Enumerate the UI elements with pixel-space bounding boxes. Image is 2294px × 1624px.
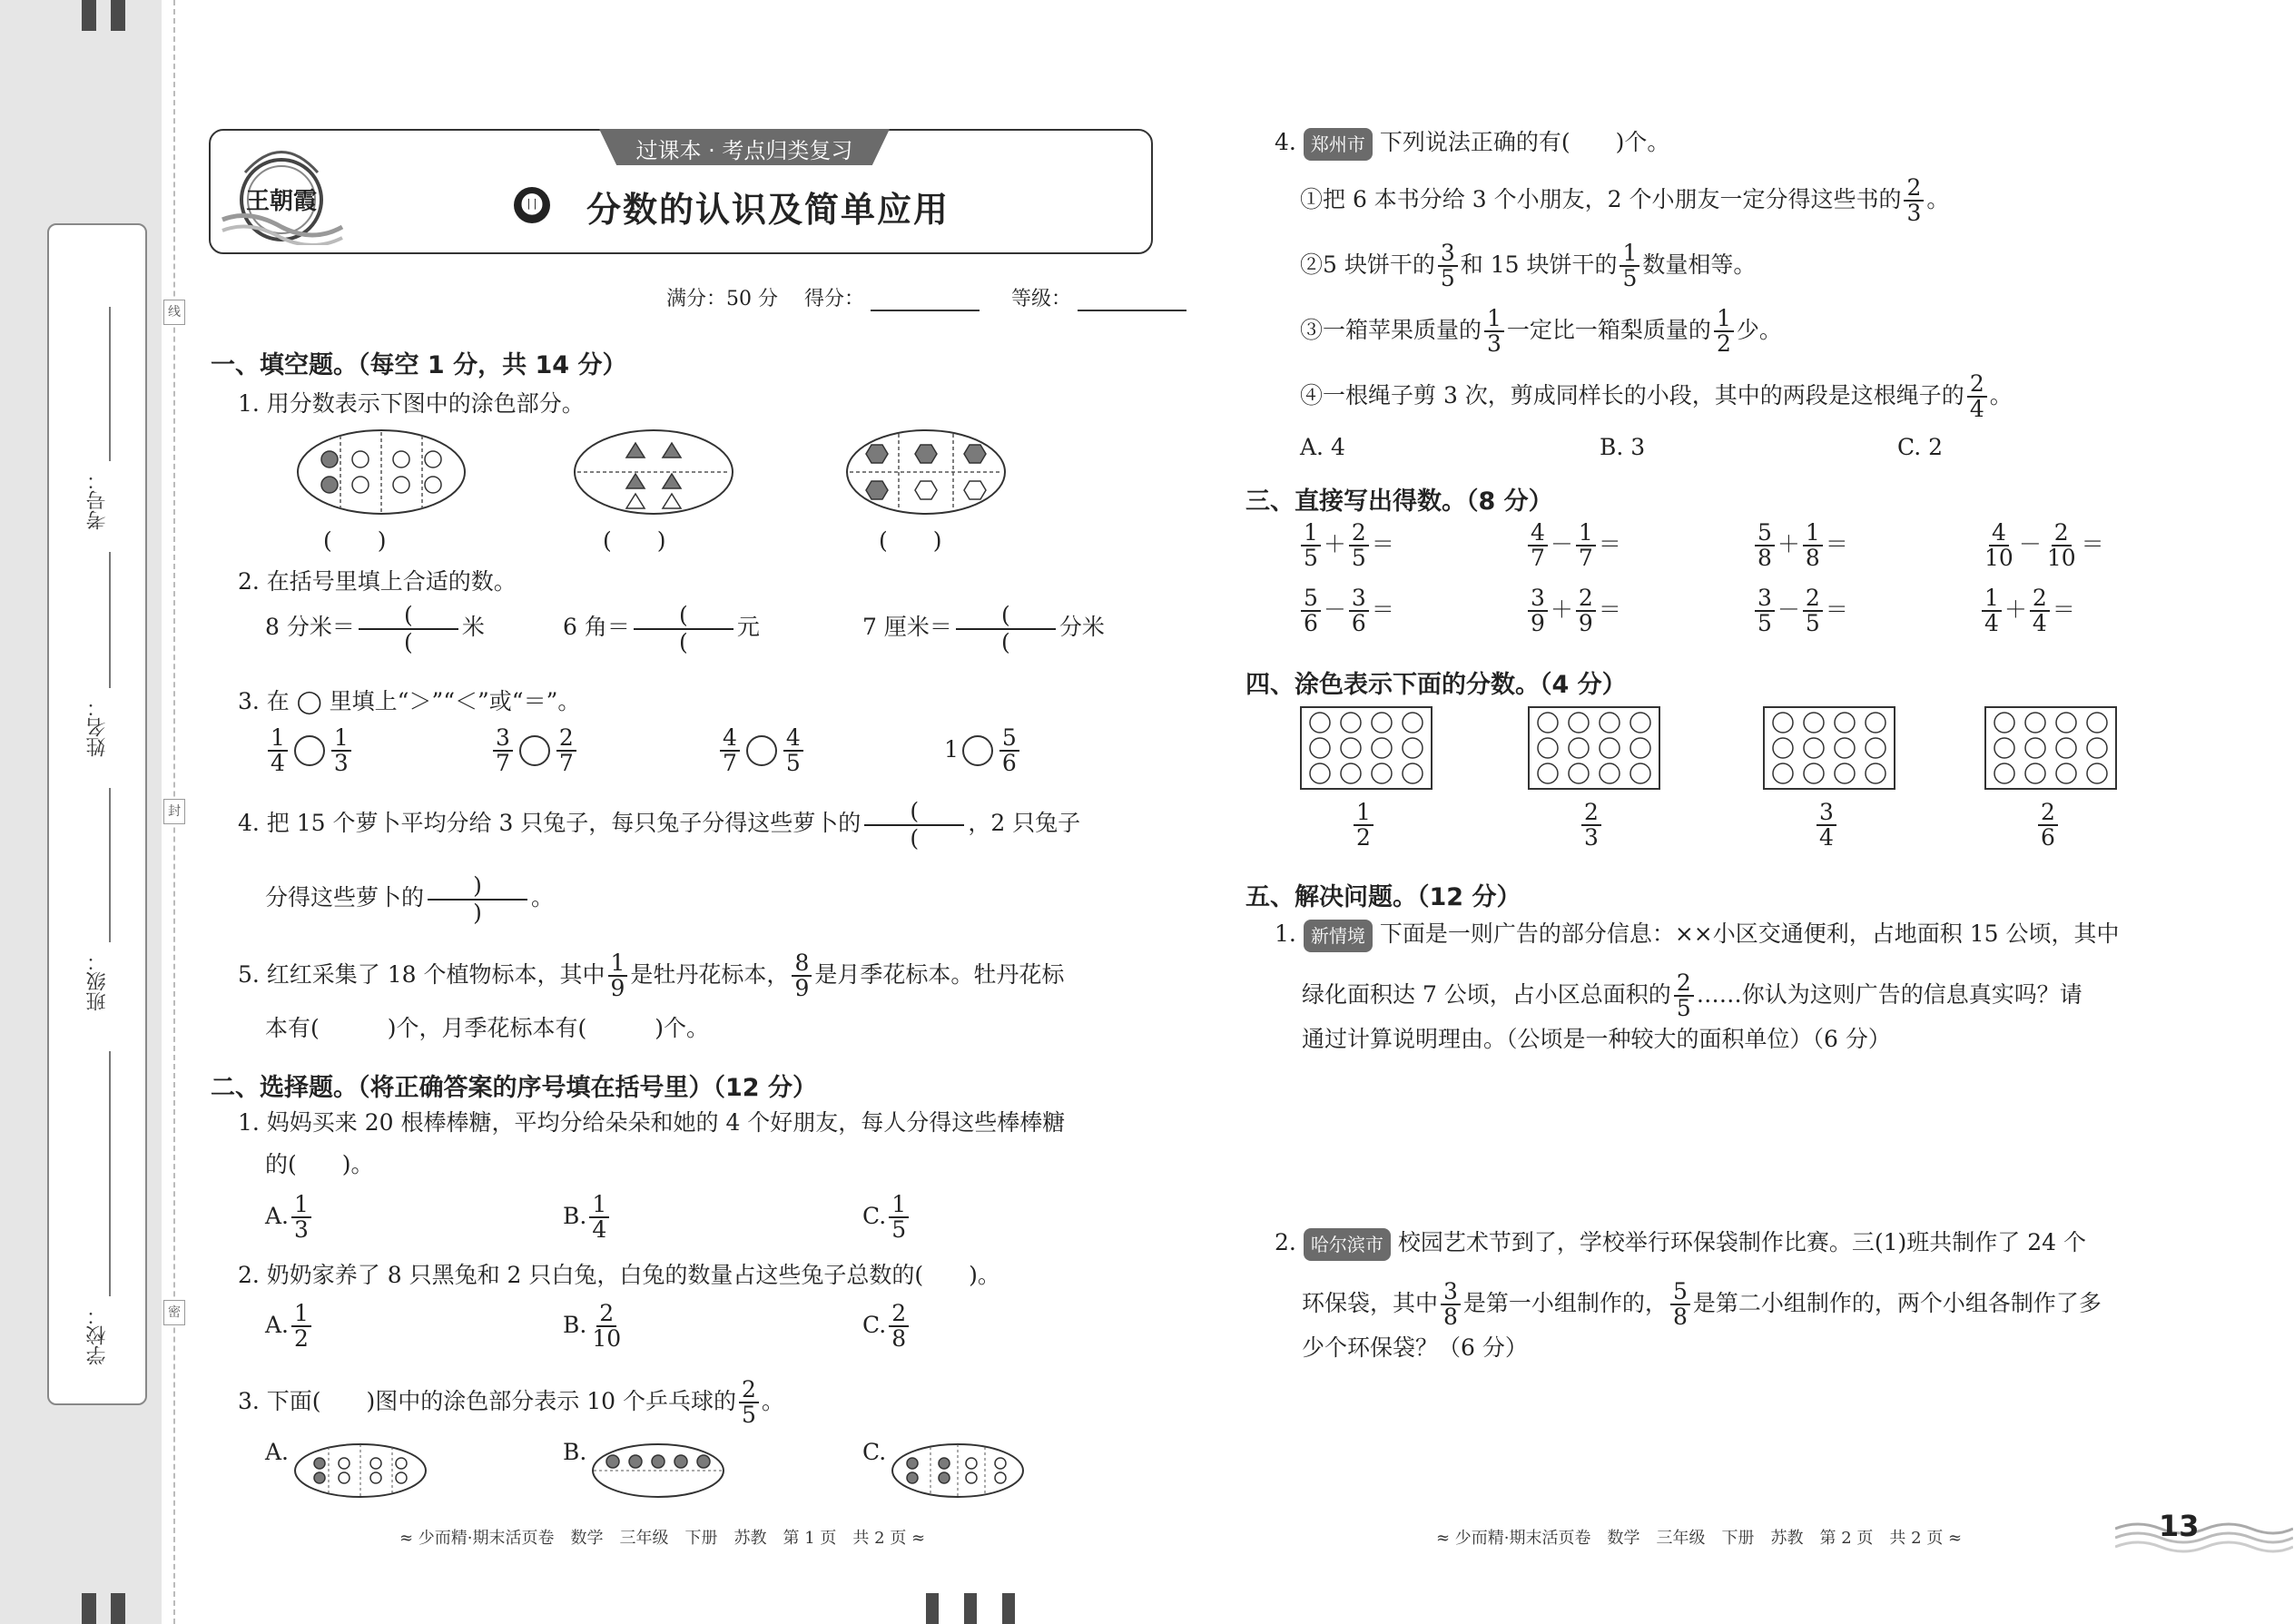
coloring-circle[interactable] [1835, 738, 1855, 758]
statement: ③一箱苹果质量的 $\frac{1}{3}$ 一定比一箱梨质量的 $\frac{1}{2}$ 少。 [1300, 305, 1782, 358]
choice-option[interactable]: B. $\frac{2}{10}$ [563, 1300, 622, 1353]
coloring-circle[interactable] [1804, 738, 1824, 758]
school-label: 学校： [86, 1305, 109, 1365]
question-text: 环保袋，其中 $\frac{3}{8}$ 是第一小组制作的， $\frac{5}{8}$ 是第二小组制作的，两个小组各制作了多 [1302, 1278, 2102, 1331]
target-fraction: $\frac{3}{4}$ [1814, 801, 1839, 851]
flower-figure [295, 427, 468, 517]
chapter-number: ⓫ [514, 187, 550, 223]
unit-conversion [862, 603, 1105, 655]
calc-item[interactable]: $\frac{5}{6}$ － $\frac{3}{6}$ ＝ [1298, 586, 1394, 636]
compare-pair: $\frac{1}{4}$ $\frac{1}{3}$ [265, 726, 354, 776]
question-text: 本有( )个，月季花标本有( )个。 [265, 1015, 710, 1041]
answer-area[interactable] [1302, 1376, 2191, 1494]
coloring-circle[interactable] [2056, 763, 2076, 783]
compare-pair: 1 $\frac{5}{6}$ [944, 726, 1022, 776]
coloring-circle[interactable] [1538, 713, 1558, 733]
coloring-circle[interactable] [1538, 738, 1558, 758]
cut-mark: 密 [163, 1300, 185, 1325]
question-text: 2. 哈尔滨市 校园艺术节到了，学校举行环保袋制作比赛。三(1)班共制作了 24 个 [1275, 1227, 2086, 1261]
answer-blank[interactable]: ( ) [603, 527, 666, 554]
coloring-box[interactable] [1528, 706, 1660, 790]
question-text: 分得这些萝卜的 ) ) 。 [265, 872, 555, 926]
exam-no-label: 考号： [86, 470, 109, 530]
coloring-circle[interactable] [1600, 713, 1620, 733]
coloring-circle[interactable] [2087, 713, 2107, 733]
name-field[interactable] [109, 552, 111, 688]
answer-blank[interactable]: ( ) [323, 527, 387, 554]
class-label: 班级： [86, 951, 109, 1011]
compare-circle[interactable] [746, 735, 777, 766]
coloring-circle[interactable] [1341, 738, 1361, 758]
question-text: 5. 红红采集了 18 个植物标本，其中 $\frac{1}{9}$ 是牡丹花标本， $\frac{8}{9}$ 是月季花标本。牡丹花标 [238, 950, 1065, 1002]
binding-tick [1002, 1593, 1015, 1624]
coloring-circle[interactable] [1804, 763, 1824, 783]
coloring-circle[interactable] [1835, 713, 1855, 733]
question-text: 3. 下面( )图中的涂色部分表示 10 个乒乓球的 $\frac{2}{5}$ 。 [238, 1376, 784, 1429]
coloring-circle[interactable] [1866, 738, 1885, 758]
statement: ②5 块饼干的 $\frac{3}{5}$ 和 15 块饼干的 $\frac{1}{5}$ 数量相等。 [1300, 240, 1757, 292]
statement: ④一根绳子剪 3 次，剪成同样长的小段，其中的两段是这根绳子的 $\frac{2}{4}$ 。 [1300, 370, 2013, 423]
calc-item[interactable]: $\frac{3}{9}$ ＋ $\frac{2}{9}$ ＝ [1525, 586, 1621, 636]
binding-tick [964, 1593, 977, 1624]
question-text: 的( )。 [265, 1151, 374, 1177]
cut-mark: 封 [163, 799, 185, 824]
pingpong-figure-c[interactable] [890, 1442, 1026, 1500]
question-text: 2. 奶奶家养了 8 只黑兔和 2 只白兔，白兔的数量占这些兔子总数的( )。 [238, 1262, 1000, 1288]
coloring-circle[interactable] [1372, 713, 1392, 733]
publisher-logo [218, 136, 345, 245]
calc-item[interactable]: $\frac{1}{5}$ ＋ $\frac{2}{5}$ ＝ [1298, 521, 1394, 571]
coloring-circle[interactable] [1994, 738, 2014, 758]
calc-item[interactable]: $\frac{3}{5}$ － $\frac{2}{5}$ ＝ [1752, 586, 1848, 636]
score-line [666, 283, 1186, 311]
school-field[interactable] [109, 1051, 111, 1296]
binding-tick [82, 1593, 96, 1624]
answer-fraction[interactable]: ) ) [428, 873, 527, 925]
coloring-circle[interactable] [1403, 763, 1423, 783]
compare-circle[interactable] [294, 735, 325, 766]
unit-conversion [265, 603, 485, 655]
name-label: 姓名： [86, 697, 109, 757]
calc-item[interactable]: $\frac{1}{4}$ ＋ $\frac{2}{4}$ ＝ [1979, 586, 2075, 636]
coloring-circle[interactable] [1341, 763, 1361, 783]
coloring-circle[interactable] [1569, 738, 1589, 758]
region-badge: 哈尔滨市 [1304, 1228, 1391, 1261]
answer-fraction[interactable]: ( ( [634, 603, 733, 655]
coloring-circle[interactable] [1600, 738, 1620, 758]
score-field[interactable] [871, 286, 980, 311]
region-badge: 郑州市 [1304, 128, 1373, 161]
question-text: 通过计算说明理由。（公顷是一种较大的面积单位）（6 分） [1302, 1026, 1891, 1052]
coloring-circle[interactable] [1372, 738, 1392, 758]
target-fraction: $\frac{2}{3}$ [1579, 801, 1604, 851]
calc-item[interactable]: $\frac{5}{8}$ ＋ $\frac{1}{8}$ ＝ [1752, 521, 1848, 571]
hexagon-figure [844, 427, 1008, 517]
coloring-circle[interactable] [1310, 713, 1330, 733]
coloring-circle[interactable] [1804, 713, 1824, 733]
section-title: 一、填空题。（每空 1 分，共 14 分） [211, 351, 627, 379]
question-text: 绿化面积达 7 公顷，占小区总面积的 $\frac{2}{5}$ ……你认为这则广告的信息真实吗？请 [1302, 969, 2082, 1022]
coloring-box[interactable] [1984, 706, 2117, 790]
coloring-circle[interactable] [2025, 713, 2045, 733]
choice-option[interactable]: A. $\frac{1}{2}$ [265, 1302, 314, 1352]
statement: ①把 6 本书分给 3 个小朋友，2 个小朋友一定分得这些书的 $\frac{2}{3}$ 。 [1300, 174, 1950, 227]
conversion-unit: 米 [461, 614, 485, 640]
calc-item[interactable]: $\frac{4}{7}$ － $\frac{1}{7}$ ＝ [1525, 521, 1621, 571]
context-badge: 新情境 [1304, 920, 1373, 952]
score-label: 得分： [804, 288, 865, 310]
pingpong-figure-a[interactable] [292, 1442, 428, 1500]
choice-option[interactable]: C. 2 [1897, 434, 1944, 460]
coloring-circle[interactable] [1310, 738, 1330, 758]
student-info-frame [47, 223, 147, 1405]
full-score: 满分：50 分 [666, 288, 778, 310]
coloring-circle[interactable] [2056, 713, 2076, 733]
coloring-circle[interactable] [2025, 738, 2045, 758]
page-wave-decoration [2115, 1511, 2293, 1556]
question-text: 1. 妈妈买来 20 根棒棒糖，平均分给朵朵和她的 4 个好朋友，每人分得这些棒棒糖 [238, 1109, 1066, 1136]
choice-option[interactable]: B. $\frac{1}{4}$ [563, 1193, 612, 1243]
grade-field[interactable] [1078, 286, 1186, 311]
target-fraction: $\frac{1}{2}$ [1351, 801, 1376, 851]
question-text: 2. 在括号里填上合适的数。 [238, 568, 517, 595]
choice-option[interactable]: C. [862, 1439, 887, 1465]
choice-option[interactable]: A. [265, 1439, 290, 1465]
coloring-circle[interactable] [1341, 713, 1361, 733]
footer-right: ≈ 少而精·期末活页卷 数学 三年级 下册 苏教 第 2 页 共 2 页 ≈ [1436, 1529, 1963, 1548]
answer-fraction[interactable]: ( ( [956, 603, 1056, 655]
section-title: 五、解决问题。（12 分） [1245, 883, 1521, 911]
unit-conversion [563, 603, 760, 655]
coloring-circle[interactable] [1773, 763, 1793, 783]
header-tag: 过课本 · 考点归类复习 [635, 138, 853, 163]
coloring-circle[interactable] [1630, 738, 1650, 758]
page-number: 13 [2159, 1509, 2200, 1543]
conversion-unit: 分米 [1058, 614, 1105, 640]
coloring-box[interactable] [1300, 706, 1433, 790]
coloring-circle[interactable] [1310, 763, 1330, 783]
coloring-circle[interactable] [1630, 713, 1650, 733]
binding-tick [926, 1593, 939, 1624]
calc-item[interactable]: $\frac{4}{10}$ － $\frac{2}{10}$ ＝ [1984, 519, 2104, 572]
coloring-circle[interactable] [1600, 763, 1620, 783]
answer-fraction[interactable]: ( ( [864, 799, 964, 851]
choice-option[interactable]: B. 3 [1600, 434, 1646, 460]
coloring-circle[interactable] [1403, 738, 1423, 758]
exam-no-field[interactable] [109, 307, 111, 461]
pingpong-figure-b[interactable] [590, 1442, 726, 1500]
class-field[interactable] [109, 788, 111, 942]
grade-label: 等级： [1011, 288, 1072, 310]
coloring-circle[interactable] [1866, 763, 1885, 783]
coloring-circle[interactable] [1403, 713, 1423, 733]
cut-mark: 线 [163, 300, 185, 325]
footer-left: ≈ 少而精·期末活页卷 数学 三年级 下册 苏教 第 1 页 共 2 页 ≈ [399, 1529, 926, 1548]
binding-tick [111, 1593, 125, 1624]
conversion-unit: 元 [736, 614, 760, 640]
question-text: 1. 新情境 下面是一则广告的部分信息：××小区交通便利，占地面积 15 公顷，其中 [1275, 919, 2119, 952]
section-title: 二、选择题。（将正确答案的序号填在括号里）（12 分） [211, 1074, 817, 1102]
logo-text: 王朝霞 [245, 188, 318, 215]
coloring-circle[interactable] [2056, 738, 2076, 758]
question-text: 少个环保袋？（6 分） [1302, 1334, 1528, 1361]
choice-option[interactable]: A. 4 [1300, 434, 1345, 460]
question-text: 1. 用分数表示下图中的涂色部分。 [238, 390, 585, 417]
coloring-circle[interactable] [1569, 713, 1589, 733]
coloring-circle[interactable] [1538, 763, 1558, 783]
binding-tick [82, 0, 96, 31]
coloring-circle[interactable] [2025, 763, 2045, 783]
section-title: 三、直接写出得数。（8 分） [1245, 487, 1553, 516]
coloring-circle[interactable] [1372, 763, 1392, 783]
compare-circle[interactable] [962, 735, 993, 766]
question-text: 4. 把 15 个萝卜平均分给 3 只兔子，每只兔子分得这些萝卜的 ( ( ，2 只兔子 [238, 798, 1081, 851]
answer-fraction[interactable]: ( ( [359, 603, 458, 655]
binding-tick [111, 0, 125, 31]
choice-option[interactable]: A. $\frac{1}{3}$ [265, 1193, 314, 1243]
coloring-box[interactable] [1763, 706, 1895, 790]
triangle-figure [572, 427, 735, 517]
compare-circle[interactable] [519, 735, 550, 766]
answer-area[interactable] [1302, 1068, 2191, 1204]
choice-option[interactable]: C. $\frac{1}{5}$ [862, 1193, 911, 1243]
coloring-circle[interactable] [1866, 713, 1885, 733]
question-text: 3. 在 ◯ 里填上“＞”“＜”或“＝”。 [238, 688, 581, 714]
compare-pair: $\frac{4}{7}$ $\frac{4}{5}$ [717, 726, 806, 776]
chapter-title: 分数的认识及简单应用 [586, 190, 950, 230]
coloring-circle[interactable] [1994, 713, 2014, 733]
section-title: 四、涂色表示下面的分数。（4 分） [1245, 671, 1627, 699]
coloring-circle[interactable] [1773, 713, 1793, 733]
question-text: 4. 郑州市 下列说法正确的有( )个。 [1275, 127, 1669, 161]
answer-blank[interactable]: ( ) [879, 527, 942, 554]
conversion-lhs: 7 厘米＝ [862, 614, 952, 640]
coloring-circle[interactable] [1569, 763, 1589, 783]
coloring-circle[interactable] [2087, 738, 2107, 758]
conversion-lhs: 6 角＝ [563, 614, 630, 640]
target-fraction: $\frac{2}{6}$ [2035, 801, 2061, 851]
choice-option[interactable]: C. $\frac{2}{8}$ [862, 1302, 911, 1352]
compare-pair: $\frac{3}{7}$ $\frac{2}{7}$ [490, 726, 579, 776]
coloring-circle[interactable] [1773, 738, 1793, 758]
choice-option[interactable]: B. [563, 1439, 587, 1465]
coloring-circle[interactable] [1994, 763, 2014, 783]
coloring-circle[interactable] [2087, 763, 2107, 783]
conversion-lhs: 8 分米＝ [265, 614, 355, 640]
coloring-circle[interactable] [1630, 763, 1650, 783]
coloring-circle[interactable] [1835, 763, 1855, 783]
